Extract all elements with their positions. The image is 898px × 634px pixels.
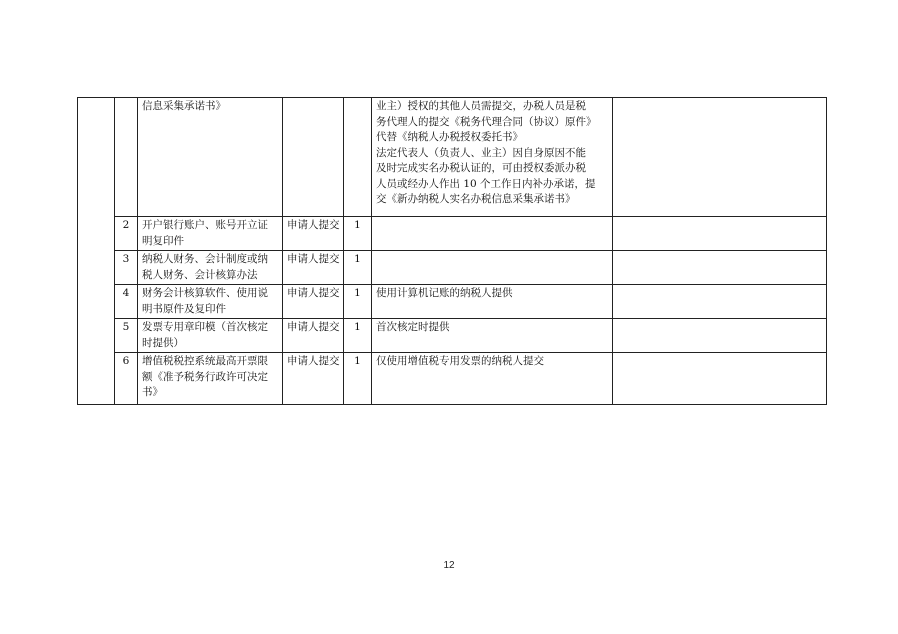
seq-cell: 5 bbox=[115, 319, 138, 353]
page-number: 12 bbox=[443, 560, 455, 571]
quantity-cell: 1 bbox=[344, 217, 372, 251]
note-cell bbox=[372, 217, 613, 251]
extra-cell bbox=[613, 285, 827, 319]
source-cell: 申请人提交 bbox=[283, 251, 344, 285]
table-row bbox=[78, 353, 827, 405]
note-cell: 使用计算机记账的纳税人提供 bbox=[372, 285, 613, 319]
source-cell: 申请人提交 bbox=[283, 285, 344, 319]
quantity-cell: 1 bbox=[344, 319, 372, 353]
note-cell bbox=[372, 98, 613, 217]
category-cell bbox=[78, 98, 115, 405]
material-name-cell: 增值税税控系统最高开票限额《准予税务行政许可决定书》 bbox=[138, 353, 283, 405]
seq-cell: 4 bbox=[115, 285, 138, 319]
quantity-cell: 1 bbox=[344, 285, 372, 319]
table-row bbox=[78, 98, 827, 217]
material-name-cell: 开户银行账户、账号开立证明复印件 bbox=[138, 217, 283, 251]
table-row bbox=[78, 251, 827, 285]
seq-cell: 3 bbox=[115, 251, 138, 285]
note-line: 人员或经办人作出 10 个工作日内补办承诺，提 bbox=[376, 177, 596, 190]
note-line: 及时完成实名办税认证的，可由授权委派办税 bbox=[376, 162, 586, 174]
note-cell: 首次核定时提供 bbox=[372, 319, 613, 353]
note-line: 务代理人的提交《税务代理合同（协议）原件》 bbox=[376, 115, 597, 128]
note-line: 业主）授权的其他人员需提交，办税人员是税 bbox=[376, 100, 586, 112]
source-cell: 申请人提交 bbox=[283, 353, 344, 405]
extra-cell bbox=[613, 217, 827, 251]
note-cell: 仅使用增值税专用发票的纳税人提交 bbox=[372, 353, 613, 405]
quantity-cell bbox=[344, 98, 372, 217]
material-name-cell: 信息采集承诺书》 bbox=[138, 98, 283, 217]
material-name-cell: 财务会计核算软件、使用说明书原件及复印件 bbox=[138, 285, 283, 319]
seq-cell: 2 bbox=[115, 217, 138, 251]
extra-cell bbox=[613, 251, 827, 285]
extra-cell bbox=[613, 319, 827, 353]
quantity-cell: 1 bbox=[344, 353, 372, 405]
extra-cell bbox=[613, 353, 827, 405]
quantity-cell: 1 bbox=[344, 251, 372, 285]
table-row bbox=[78, 285, 827, 319]
material-name-cell: 发票专用章印模（首次核定时提供） bbox=[138, 319, 283, 353]
source-cell: 申请人提交 bbox=[283, 217, 344, 251]
source-cell: 申请人提交 bbox=[283, 319, 344, 353]
extra-cell bbox=[613, 98, 827, 217]
materials-table bbox=[77, 97, 827, 405]
seq-cell: 6 bbox=[115, 353, 138, 405]
source-cell bbox=[283, 98, 344, 217]
table-row bbox=[78, 217, 827, 251]
seq-cell bbox=[115, 98, 138, 217]
note-line: 代替《纳税人办税授权委托书》 bbox=[376, 131, 523, 143]
material-name-cell: 纳税人财务、会计制度或纳税人财务、会计核算办法 bbox=[138, 251, 283, 285]
note-line: 交《新办纳税人实名办税信息采集承诺书》 bbox=[376, 193, 576, 205]
note-line: 法定代表人（负责人、业主）因自身原因不能 bbox=[376, 146, 586, 159]
note-cell bbox=[372, 251, 613, 285]
table-row bbox=[78, 319, 827, 353]
